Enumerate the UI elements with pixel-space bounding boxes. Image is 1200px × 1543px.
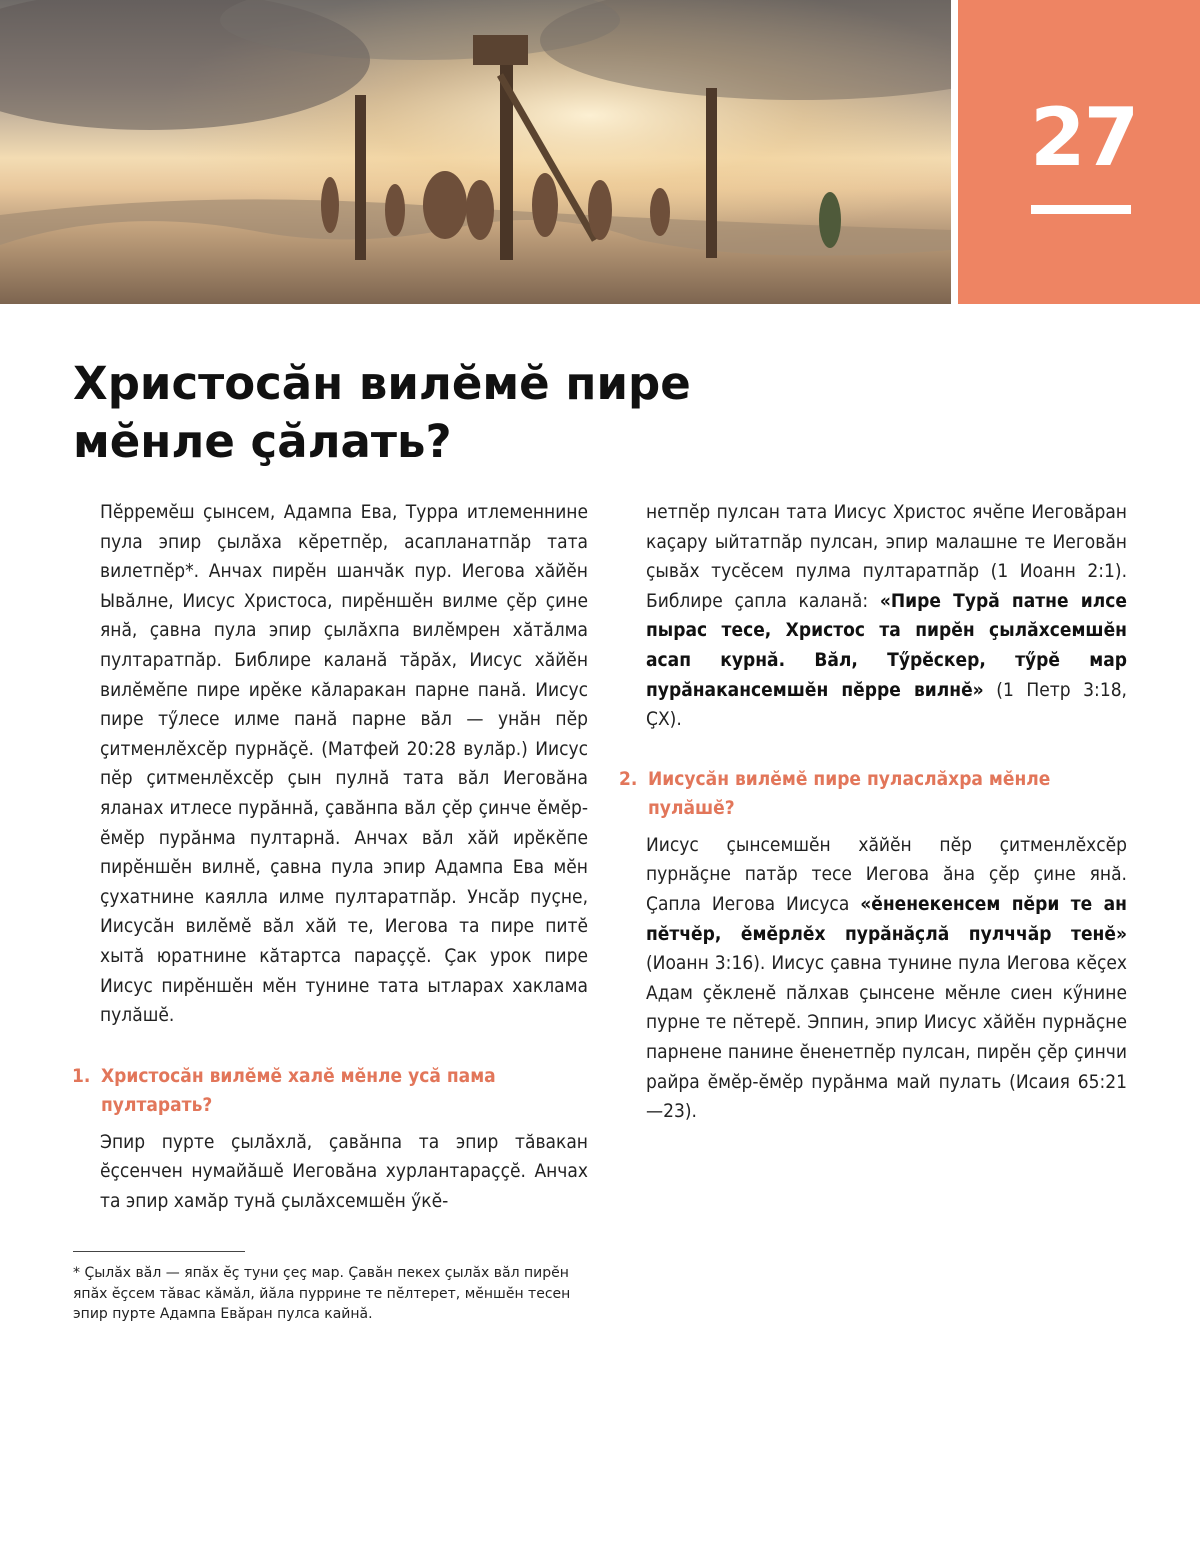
intro-paragraph: Пӗрремӗш ҫынсем, Адампа Ева, Турра итлеменнине пула эпир ҫылӑха кӗретпӗр, асапланатпӑр тата вилетпӗр*. Анчах пирӗн шанчӑк пур. Иегова хӑйӗн Ывӑлне, Иисус Христоса, пирӗншӗн вилме ҫӗр ҫине янӑ, ҫавна пула эпир ҫылӑхпа вилӗмрен хӑтӑлма пултаратпӑр. Библире каланӑ тӑрӑх, Иисус хӑйӗн вилӗмӗпе пире ирӗке кӑларакан парне панӑ. Иисус пире тӳлесе илме панӑ парне вӑл — унӑн пӗр ҫитменлӗхсӗр пурнӑҫӗ. (Матфей 20:28 вулӑр.) Иисус пӗр ҫитменлӗхсӗр ҫын пулнӑ тата вӑл Иеговӑна яланах итлесе пурӑннӑ, ҫавӑнпа вӑл ҫӗр ҫинче ӗмӗр-ӗмӗр пурӑнма пултарнӑ. Анчах вӑл хӑй ирӗкӗпе пирӗншӗн вилнӗ, ҫавна пула эпир Адампа Ева мӗн ҫухатнине каялла илме пултаратпӑр. Унсӑр пуҫне, Иисусӑн вилӗмӗ вӑл хӑй те, Иегова та пире питӗ хытӑ юратнине кӑтартса параҫҫӗ. Ҫак урок пире Иисус пирӗншӗн мӗн тунине тата ытларах хаклама пулӑшӗ. <box>100 501 588 1027</box>
q2-paragraph-text-2: (Иоанн 3:16). Иисус ҫавна тунине пула Иегова кӗҫех Адам ҫӗкленӗ пӑлхав ҫынсене мӗнле сиен кӳнине пурне те пӗтерӗ. Эппин, эпир Иисус хӑйӗн пурнӑҫне парнене панине ӗненетпӗр пулсан, пирӗн ҫӗр ҫинчи райра ӗмӗр-ӗмӗр пурӑнма май пулать (Исаия 65:21—23). <box>646 952 1127 1123</box>
lesson-number-underline <box>1031 205 1131 214</box>
q2-paragraph-text-1: Иисус ҫынсемшӗн хӑйӗн пӗр ҫитменлӗхсӗр пурнӑҫне патӑр тесе Иегова ӑна ҫӗр ҫине янӑ. Ҫапла Иегова Иисуса <box>646 833 1127 915</box>
left-column <box>72 498 588 1216</box>
question-2-text: Иисусӑн вилӗмӗ пире пуласлӑхра мӗнле пулӑшӗ? <box>648 767 1051 819</box>
hero-illustration <box>0 0 951 304</box>
question-1-paragraph-end <box>646 498 1127 735</box>
question-1-number: 1. <box>72 1064 91 1087</box>
footnote-divider <box>73 1251 245 1252</box>
q1-scripture-ref: (1 Петр 3:18, ҪХ). <box>646 678 1127 731</box>
question-2-paragraph <box>646 831 1127 1127</box>
crucifixion-scene <box>0 0 951 304</box>
question-1-paragraph-start: Эпир пурте ҫылӑхлӑ, ҫавӑнпа та эпир тӑвакан ӗҫсенчен нумайӑшӗ Иеговӑна хурлантараҫҫӗ. Анчах та эпир хамӑр тунӑ ҫылӑхсемшӗн ӳкӗ- <box>100 1130 588 1212</box>
lesson-number: 27 <box>1030 91 1138 184</box>
question-2-number: 2. <box>619 767 638 790</box>
q1-paragraph-text: нетпӗр пулсан тата Иисус Христос ячӗпе Иеговӑран каҫару ыйтатпӑр пулсан, эпир малашне те Иеговӑн ҫывӑх тусӗсем пулма пултаратпӑр (1 Иоанн 2:1). Библире ҫапла каланӑ: <box>646 501 1127 612</box>
question-2 <box>619 765 1127 823</box>
question-1-text: Христосӑн вилӗмӗ халӗ мӗнле усӑ пама пултарать? <box>101 1064 496 1116</box>
q2-scripture-quote: «ӗненекенсем пӗри те ан пӗтчӗр, ӗмӗрлӗх пурӑнӑҫлӑ пулччӑр тенӗ» <box>646 892 1127 945</box>
footnote: * Ҫылӑх вӑл — япӑх ӗҫ туни ҫеҫ мар. Ҫавӑн пекех ҫылӑх вӑл пирӗн япӑх ӗҫсем тӑвас кӑмӑл, йӑла пуррине те пӗлтерет, мӗншӗн тесен эпир пурте Адампа Евӑран пулса кайнӑ. <box>73 1265 571 1322</box>
title-line-2: мӗнле ҫӑлать? <box>73 415 452 468</box>
question-1 <box>72 1062 588 1120</box>
title-line-1: Христосӑн вилӗмӗ пире <box>73 357 691 410</box>
page-title <box>73 355 773 471</box>
right-column <box>619 498 1127 1127</box>
q1-scripture-quote: «Пире Турӑ патне илсе пырас тесе, Христос та пирӗн ҫылӑхсемшӗн асап курнӑ. Вӑл, Тӳрӗскер, тӳрӗ мар пурӑнакансемшӗн пӗрре вилнӗ» <box>646 589 1127 701</box>
